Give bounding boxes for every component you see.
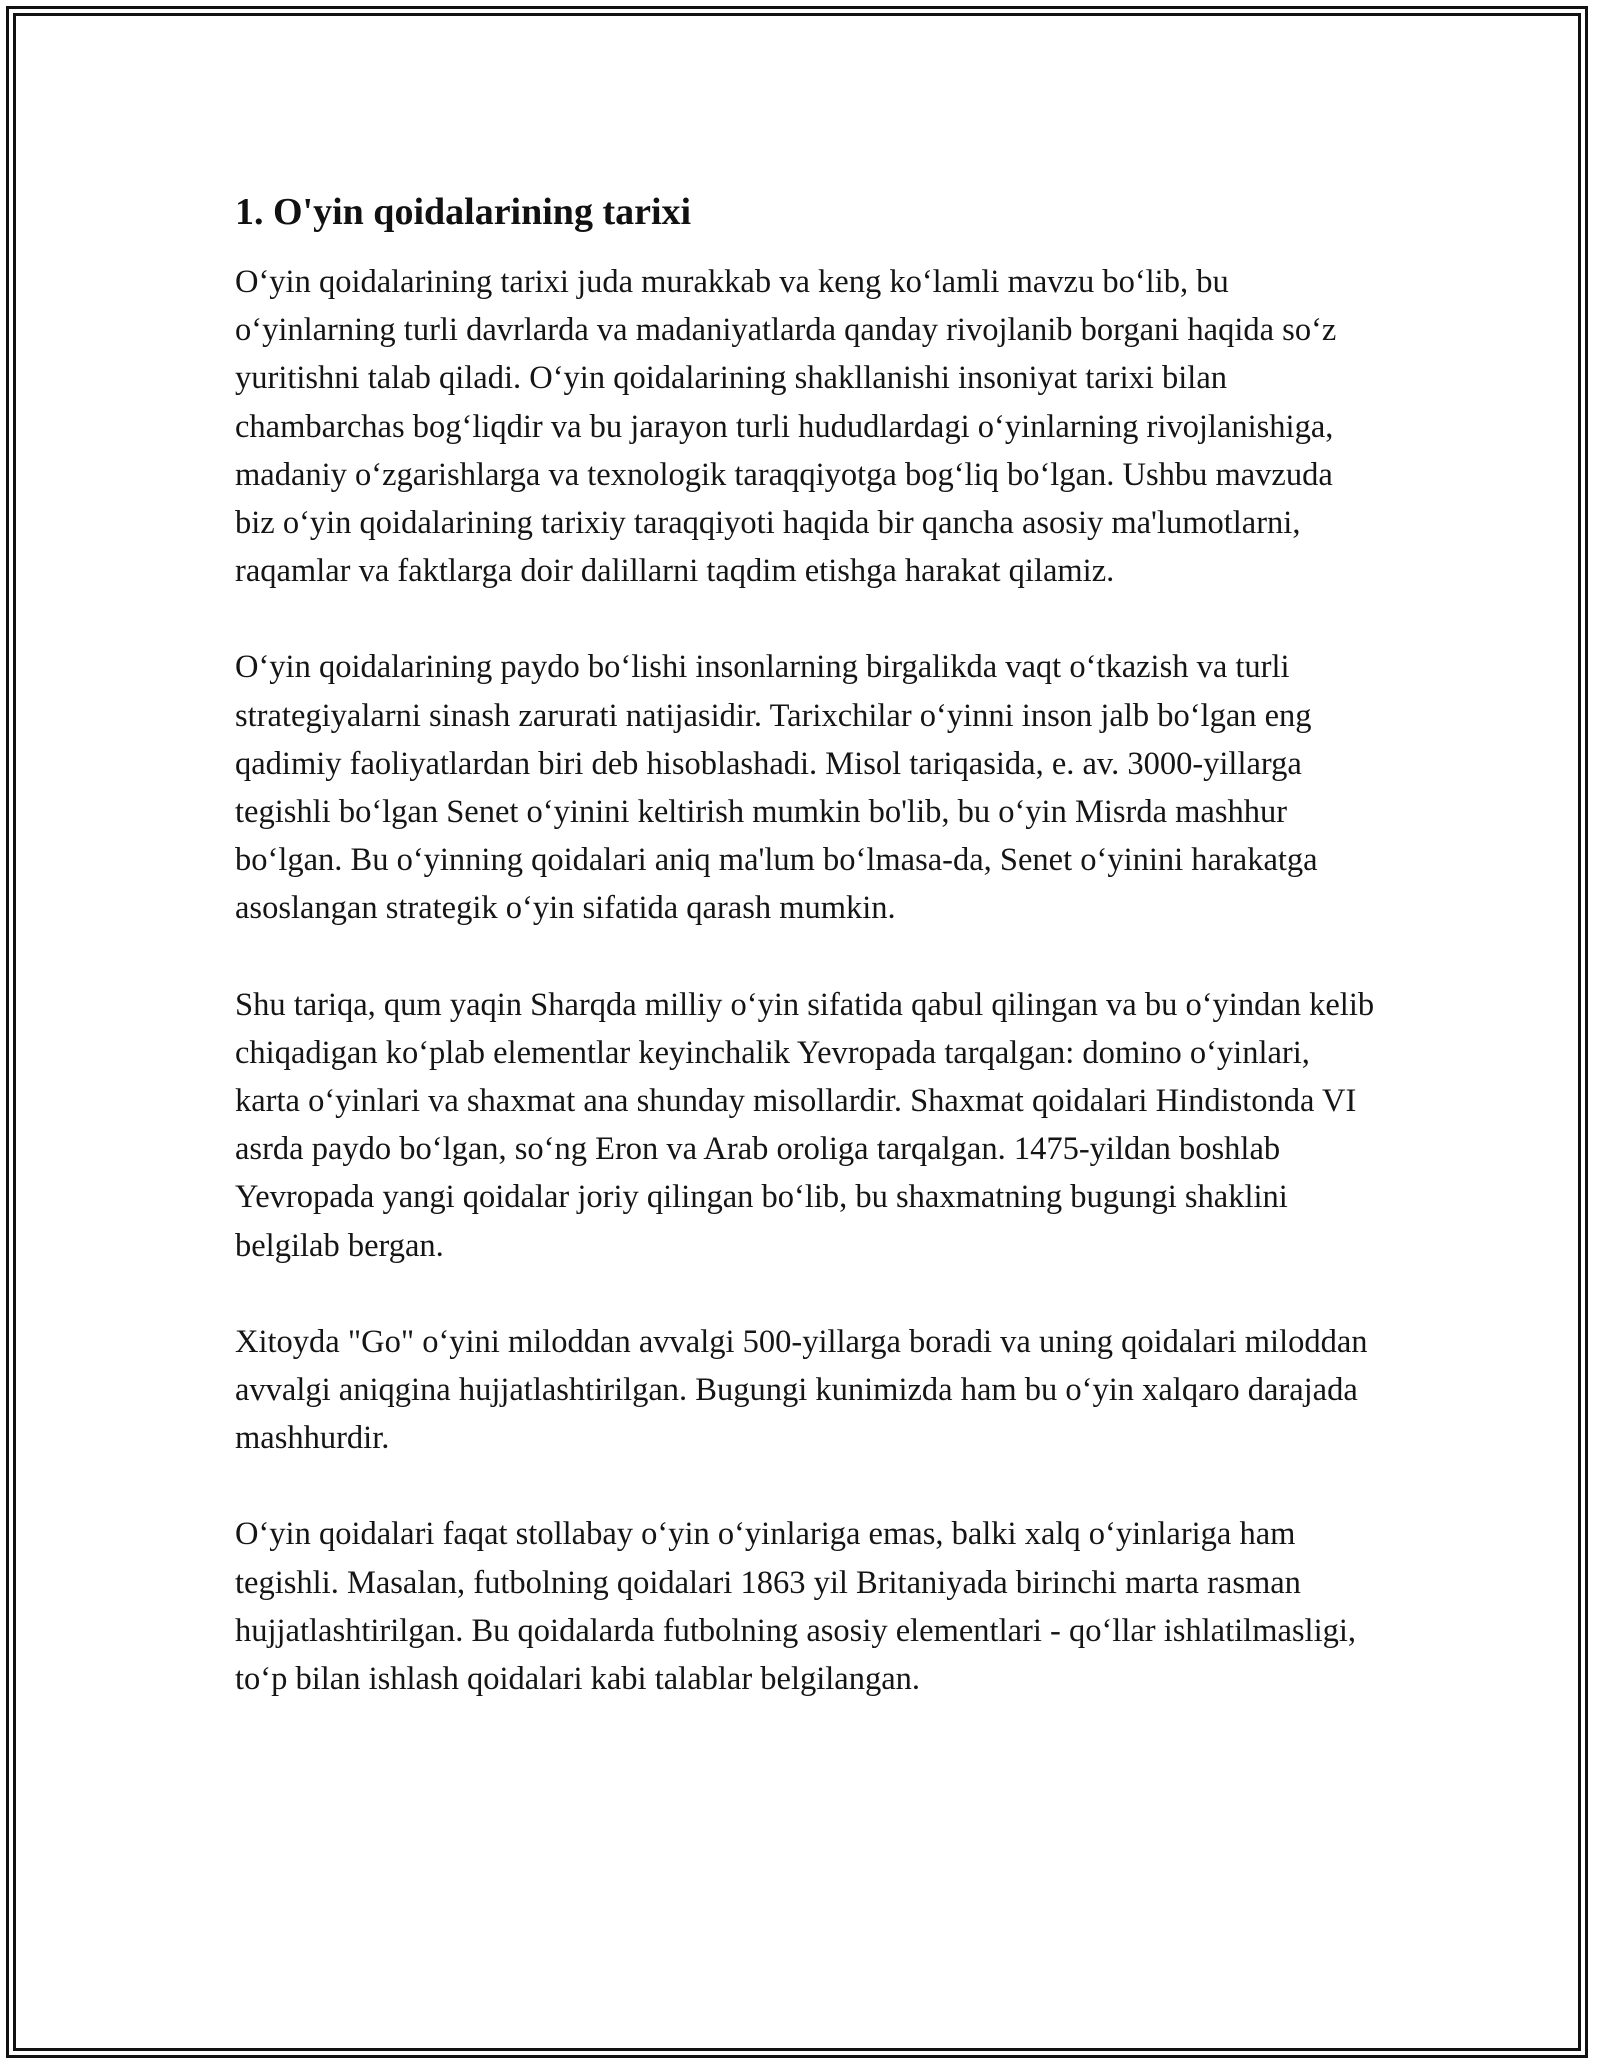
section-heading: 1. O'yin qoidalarining tarixi	[235, 191, 692, 233]
paragraph-5: O‘yin qoidalari faqat stollabay o‘yin o‘yinlariga emas, balki xalq o‘yinlariga ham tegishli. Masalan, futbolning qoidalari 1863 yil Britaniyada birinchi marta rasman hujjatlashtirilgan. Bu qoidalarda futbolning asosiy elementlari - qo‘llar ishlatilmasligi, to‘p bilan ishlash qoidalari kabi talablar belgilangan.	[235, 1516, 1357, 1698]
paragraph-3: Shu tariqa, qum yaqin Sharqda milliy o‘yin sifatida qabul qilingan va bu o‘yindan kelib chiqadigan ko‘plab elementlar keyinchalik Yevropada tarqalgan: domino o‘yinlari, karta o‘yinlari va shaxmat ana shunday misollardir. Shaxmat qoidalari Hindistonda VI asrda paydo bo‘lgan, so‘ng Eron va Arab oroliga tarqalgan. 1475-yildan boshlab Yevropada yangi qoidalar joriy qilingan bo‘lib, bu shaxmatning bugungi shaklini belgilab bergan.	[235, 986, 1375, 1264]
document-body	[235, 188, 1375, 1751]
paragraph-2: O‘yin qoidalarining paydo bo‘lishi insonlarning birgalikda vaqt o‘tkazish va turli strategiyalarni sinash zarurati natijasidir. Tarixchilar o‘yinni inson jalb bo‘lgan eng qadimiy faoliyatlardan biri deb hisoblashadi. Misol tariqasida, e. av. 3000-yillarga tegishli bo‘lgan Senet o‘yinini keltirish mumkin bo'lib, bu o‘yin Misrda mashhur bo‘lgan. Bu o‘yinning qoidalari aniq ma'lum bo‘lmasa-da, Senet o‘yinini harakatga asoslangan strategik o‘yin sifatida qarash mumkin.	[235, 649, 1318, 927]
paragraph-4: Xitoyda "Go" o‘yini miloddan avvalgi 500-yillarga boradi va uning qoidalari miloddan avvalgi aniqgina hujjatlashtirilgan. Bugungi kunimizda ham bu o‘yin xalqaro darajada mashhurdir.	[235, 1323, 1368, 1457]
paragraph-1: O‘yin qoidalarining tarixi juda murakkab va keng ko‘lamli mavzu bo‘lib, bu o‘yinlarning turli davrlarda va madaniyatlarda qanday rivojlanib borgani haqida so‘z yuritishni talab qiladi. O‘yin qoidalarining shakllanishi insoniyat tarixi bilan chambarchas bog‘liqdir va bu jarayon turli hududlardagi o‘yinlarning rivojlanishiga, madaniy o‘zgarishlarga va texnologik taraqqiyotga bog‘liq bo‘lgan. Ushbu mavzuda biz o‘yin qoidalarining tarixiy taraqqiyoti haqida bir qancha asosiy ma'lumotlarni, raqamlar va faktlarga doir dalillarni taqdim etishga harakat qilamiz.	[235, 264, 1337, 590]
